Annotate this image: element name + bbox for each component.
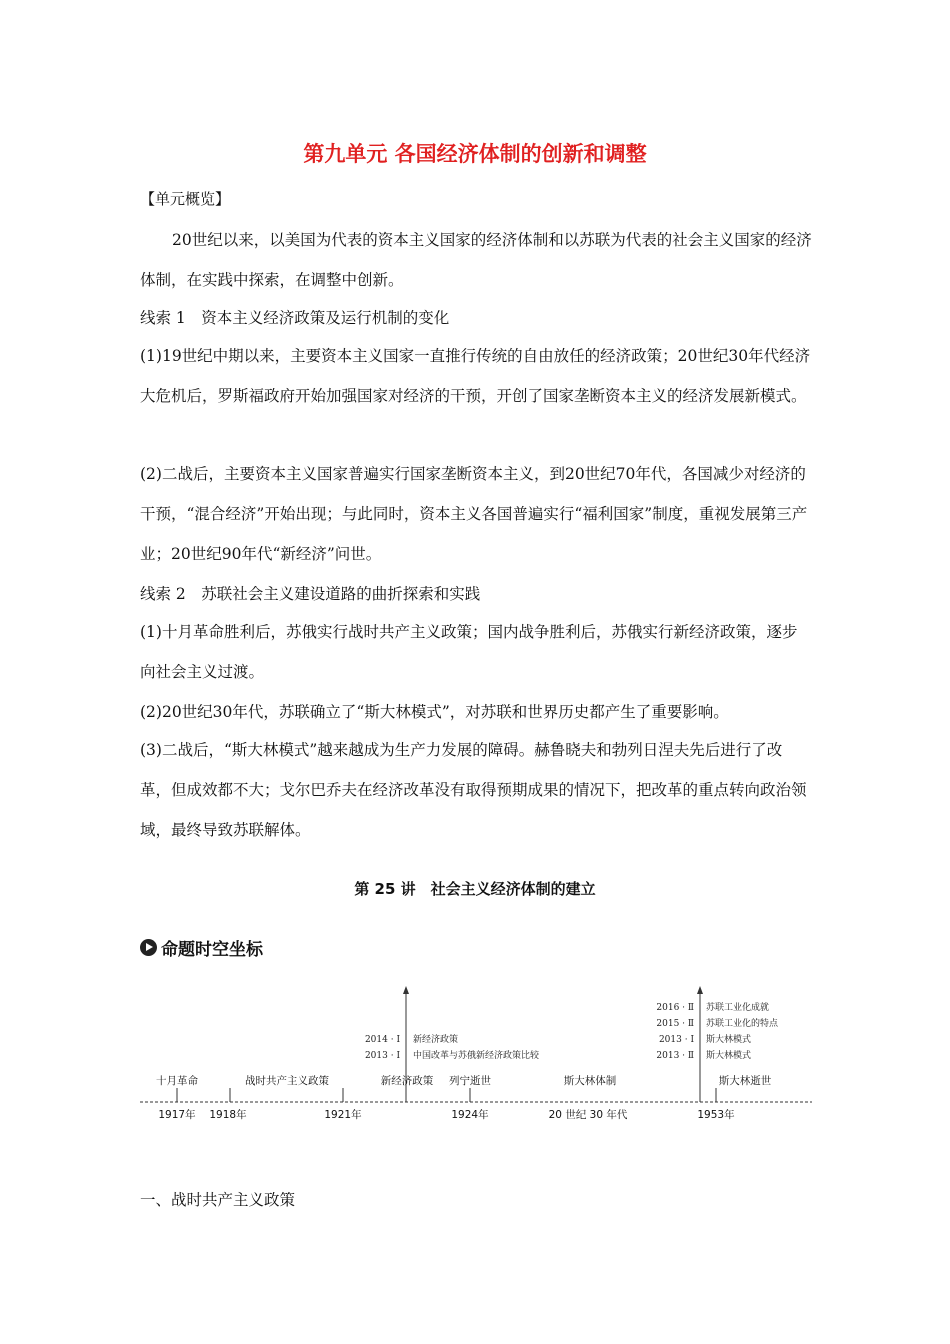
exam-tag: 2013 · Ⅰ	[364, 1051, 400, 1061]
exam-tag: 2015 · Ⅱ	[656, 1019, 694, 1029]
subsection-title: 一、战时共产主义政策	[140, 1191, 296, 1209]
unit-title: 第九单元 各国经济体制的创新和调整	[303, 142, 647, 166]
lecture-title: 第 25 讲 社会主义经济体制的建立	[354, 880, 596, 898]
clue2-item-2: (2)20世纪30年代，苏联确立了“斯大林模式”，对苏联和世界历史都产生了重要影响。	[140, 703, 729, 721]
section-title: 命题时空坐标	[161, 939, 263, 960]
clue1-item-2: (2)二战后，主要资本主义国家普遍实行国家垄断资本主义，到20世纪70年代，各国减少对经济的干预，“混合经济”开始出现；与此同时，资本主义各国普遍实行“福利国家”制度，重视发展第三产业；20世纪90年代“新经济”问世。	[140, 465, 808, 563]
year-label: 1918年	[209, 1109, 247, 1121]
exam-topic: 苏联工业化成就	[706, 1003, 770, 1013]
exam-topic: 斯大林模式	[706, 1051, 752, 1061]
exam-topic: 斯大林模式	[706, 1035, 752, 1045]
clue2-item-3: (3)二战后，“斯大林模式”越来越成为生产力发展的障碍。赫鲁晓夫和勃列日涅夫先后进行了改革，但成效都不大；戈尔巴乔夫在经济改革没有取得预期成果的情况下，把改革的重点转向政治领域，最终导致苏联解体。	[140, 741, 807, 839]
clue1-item-1: (1)19世纪中期以来，主要资本主义国家一直推行传统的自由放任的经济政策；20世纪30年代经济大危机后，罗斯福政府开始加强国家对经济的干预，开创了国家垄断资本主义的经济发展新模式。	[140, 347, 811, 405]
year-label: 1917年	[158, 1109, 196, 1121]
year-label: 1953年	[697, 1109, 735, 1121]
exam-topic: 中国改革与苏俄新经济政策比较	[413, 1051, 540, 1061]
event-label: 十月革命	[156, 1075, 198, 1087]
event-label: 斯大林体制	[563, 1075, 617, 1087]
clue2-item-1: (1)十月革命胜利后，苏俄实行战时共产主义政策；国内战争胜利后，苏俄实行新经济政策，逐步向社会主义过渡。	[140, 623, 798, 681]
timeline	[0, 980, 950, 1140]
event-label: 斯大林逝世	[718, 1075, 772, 1087]
year-label: 20 世纪 30 年代	[548, 1109, 628, 1121]
section-heading	[140, 936, 263, 958]
year-label: 1924年	[451, 1109, 489, 1121]
exam-tag: 2016 · Ⅱ	[656, 1003, 694, 1013]
exam-tag: 2013 · Ⅱ	[656, 1051, 694, 1061]
event-label: 战时共产主义政策	[245, 1075, 329, 1087]
year-label: 1921年	[324, 1109, 362, 1121]
clue1-title: 线索 1 资本主义经济政策及运行机制的变化	[140, 309, 450, 327]
exam-topic: 苏联工业化的特点	[706, 1019, 779, 1029]
exam-tag: 2014 · Ⅰ	[364, 1035, 400, 1045]
clue2-title: 线索 2 苏联社会主义建设道路的曲折探索和实践	[140, 585, 481, 603]
arrow-up-icon	[697, 986, 703, 994]
exam-tag: 2013 · Ⅰ	[658, 1035, 694, 1045]
play-circle-icon	[140, 939, 157, 956]
intro-paragraph: 20世纪以来，以美国为代表的资本主义国家的经济体制和以苏联为代表的社会主义国家的经济体制，在实践中探索，在调整中创新。	[140, 231, 812, 289]
event-label: 新经济政策	[380, 1075, 434, 1087]
event-label: 列宁逝世	[449, 1075, 491, 1087]
exam-topic: 新经济政策	[413, 1035, 459, 1045]
overview-label: 【单元概览】	[140, 190, 231, 208]
arrow-up-icon	[403, 986, 409, 994]
